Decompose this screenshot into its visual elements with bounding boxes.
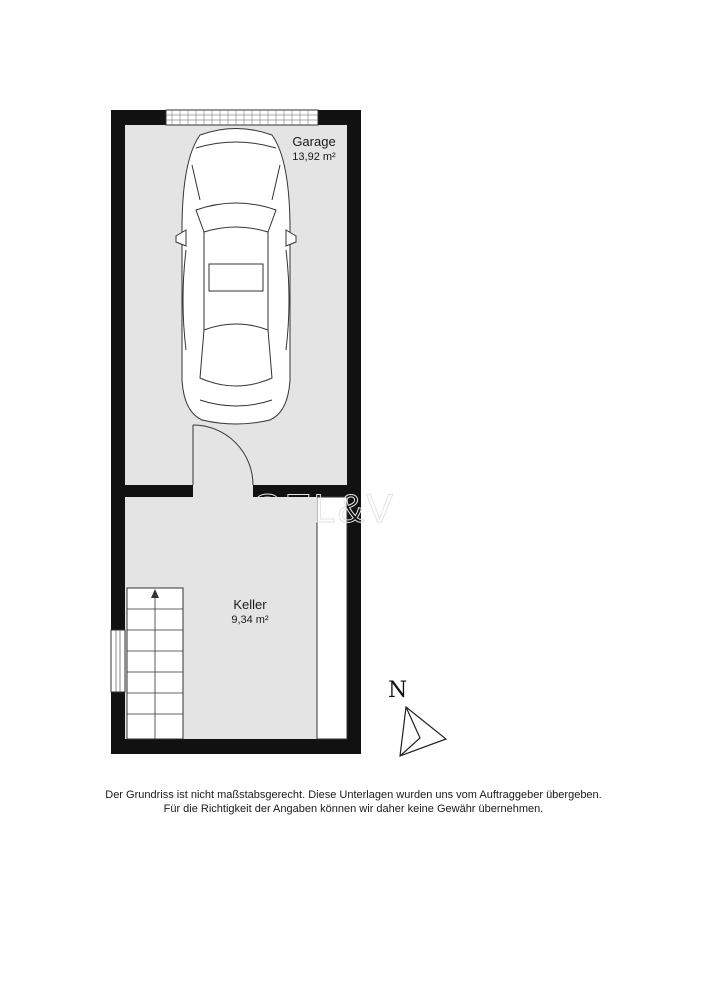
window-icon: [111, 630, 125, 692]
car-icon: [176, 129, 296, 425]
garage-area: 13,92 m²: [292, 151, 336, 163]
garage-label: Garage: [292, 134, 336, 149]
north-label: N: [388, 678, 408, 703]
watermark: ENGEL&V: [192, 487, 395, 531]
disclaimer-line-1: Der Grundriss ist nicht maßstabsgerecht. Diese Unterlagen wurden uns vom Auftraggeber übergeben.: [105, 789, 602, 801]
compass-arrow-icon: [400, 707, 446, 756]
shelf-strip: [317, 497, 347, 739]
disclaimer: [40, 788, 667, 816]
interior-wall: [125, 485, 193, 497]
stairs-icon: [127, 588, 183, 739]
keller-label: Keller: [233, 597, 267, 612]
disclaimer-line-2: Für die Richtigkeit der Angaben können wir daher keine Gewähr übernehmen.: [163, 803, 544, 815]
keller-area: 9,34 m²: [231, 614, 269, 626]
window-icon: [166, 110, 318, 125]
